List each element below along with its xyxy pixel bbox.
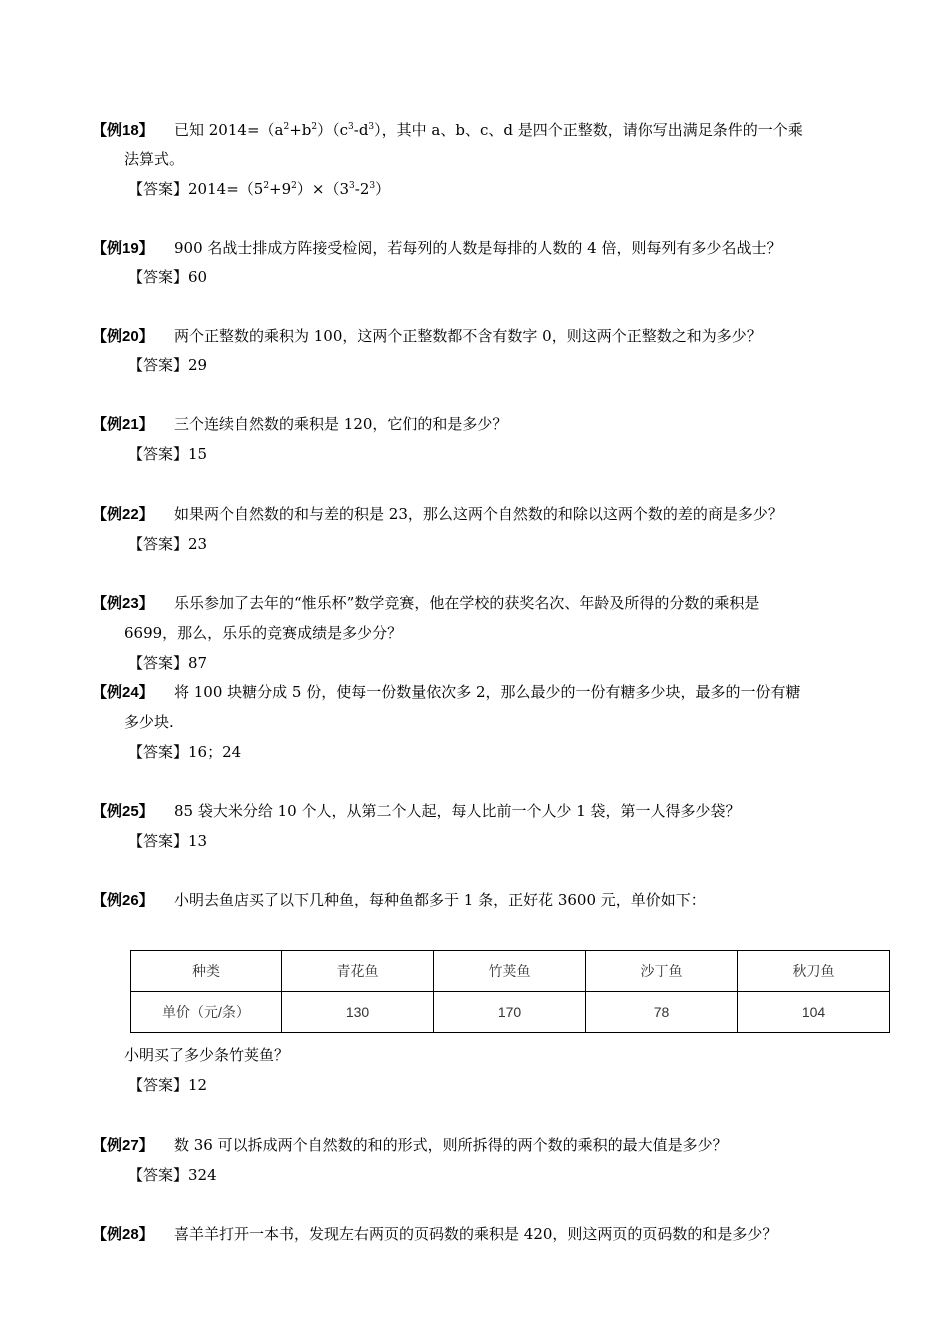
problem-label: 【例23】 [92,595,154,612]
answer-value: 29 [188,356,208,374]
answer-value: 15 [188,445,208,463]
answer-label: 【答案】 [128,268,189,286]
answer-value: 60 [188,268,208,286]
answer-label: 【答案】 [128,743,189,761]
problem-text: 喜羊羊打开一本书，发现左右两页的页码数的乘积是 420，则这两页的页码数的和是多少？ [174,1225,778,1243]
answer [128,1075,207,1095]
answer [128,355,207,375]
answer [128,742,241,762]
answer [128,534,207,554]
problem-label: 【例25】 [92,803,154,820]
problem-label: 【例28】 [92,1226,154,1243]
problem-question: 小明买了多少条竹荚鱼？ [124,1046,290,1064]
problem-text: 三个连续自然数的乘积是 120，它们的和是多少？ [174,415,508,433]
table-cell: 104 [738,992,890,1033]
answer-label: 【答案】 [128,356,189,374]
problem-label: 【例27】 [92,1137,154,1154]
fish-price-table [130,950,890,1033]
answer [128,653,207,673]
answer [128,1165,217,1185]
answer-value: 12 [188,1076,208,1094]
table-cell: 竹荚鱼 [434,951,586,992]
table-cell: 种类 [131,951,282,992]
problem-text: 数 36 可以拆成两个自然数的和的形式，则所拆得的两个数的乘积的最大值是多少？ [174,1136,728,1154]
problem-label: 【例24】 [92,684,154,701]
answer-value: 87 [188,654,208,672]
problem-label: 【例22】 [92,506,154,523]
problem-18-line2: 法算式。 [124,150,185,168]
answer-value: 13 [188,832,208,850]
problem-text: 将 100 块糖分成 5 份，使每一份数量依次多 2，那么最少的一份有糖多少块，最多的一份有糖 [174,683,801,701]
problem-label: 【例21】 [92,416,154,433]
problem-label: 【例18】 [92,122,154,139]
table-cell: 秋刀鱼 [738,951,890,992]
table-header-row [131,951,890,992]
answer-value: 23 [188,535,208,553]
problem-label: 【例26】 [92,892,154,909]
problem-label: 【例19】 [92,240,154,257]
answer [128,831,207,851]
problem-text-line2: 多少块. [124,713,174,731]
problem-text: 85 袋大米分给 10 个人，从第二个人起，每人比前一个人少 1 袋，第一人得多少袋？ [174,802,741,820]
problem-text: 两个正整数的乘积为 100，这两个正整数都不含有数字 0，则这两个正整数之和为多少？ [174,327,762,345]
table-cell: 沙丁鱼 [586,951,738,992]
table-cell: 130 [282,992,434,1033]
problem-text-line2: 6699，那么，乐乐的竞赛成绩是多少分？ [124,624,403,642]
table-cell: 青花鱼 [282,951,434,992]
table-cell: 78 [586,992,738,1033]
answer-label: 【答案】 [128,535,189,553]
table-cell: 单价（元/条） [131,992,282,1033]
problem-label: 【例20】 [92,328,154,345]
answer-label: 【答案】 [128,832,189,850]
answer-label: 【答案】 [128,445,189,463]
table-row [131,992,890,1033]
problem-text: 乐乐参加了去年的“惟乐杯”数学竞赛，他在学校的获奖名次、年龄及所得的分数的乘积是 [174,594,760,612]
problem-text: 如果两个自然数的和与差的积是 23，那么这两个自然数的和除以这两个数的差的商是多少？ [174,505,783,523]
answer-label: 【答案】 [128,1076,189,1094]
answer-label: 【答案】 [128,1166,189,1184]
answer-value: 324 [188,1166,217,1184]
table-cell: 170 [434,992,586,1033]
problem-18-line1: 【例18】 已知 $2014=(a^2+b^2)(c^3-d^3)$，其中 a、b、c、d 是四个正整数，请你写出满足条件的一个乘 [92,121,803,139]
answer [128,267,207,287]
answer-label: 【答案】 [128,654,189,672]
answer-value: 16；24 [188,743,242,761]
answer-label: 【答案】 [128,180,189,198]
problem-text: 900 名战士排成方阵接受检阅，若每列的人数是每排的人数的 4 倍，则每列有多少名战士？ [174,239,782,257]
problem-text: 小明去鱼店买了以下几种鱼，每种鱼都多于 1 条，正好花 3600 元，单价如下： [174,891,706,909]
answer: 【答案】$2014=(5^2+9^2)\times(3^3-2^3)$ [128,180,391,198]
answer [128,444,207,464]
